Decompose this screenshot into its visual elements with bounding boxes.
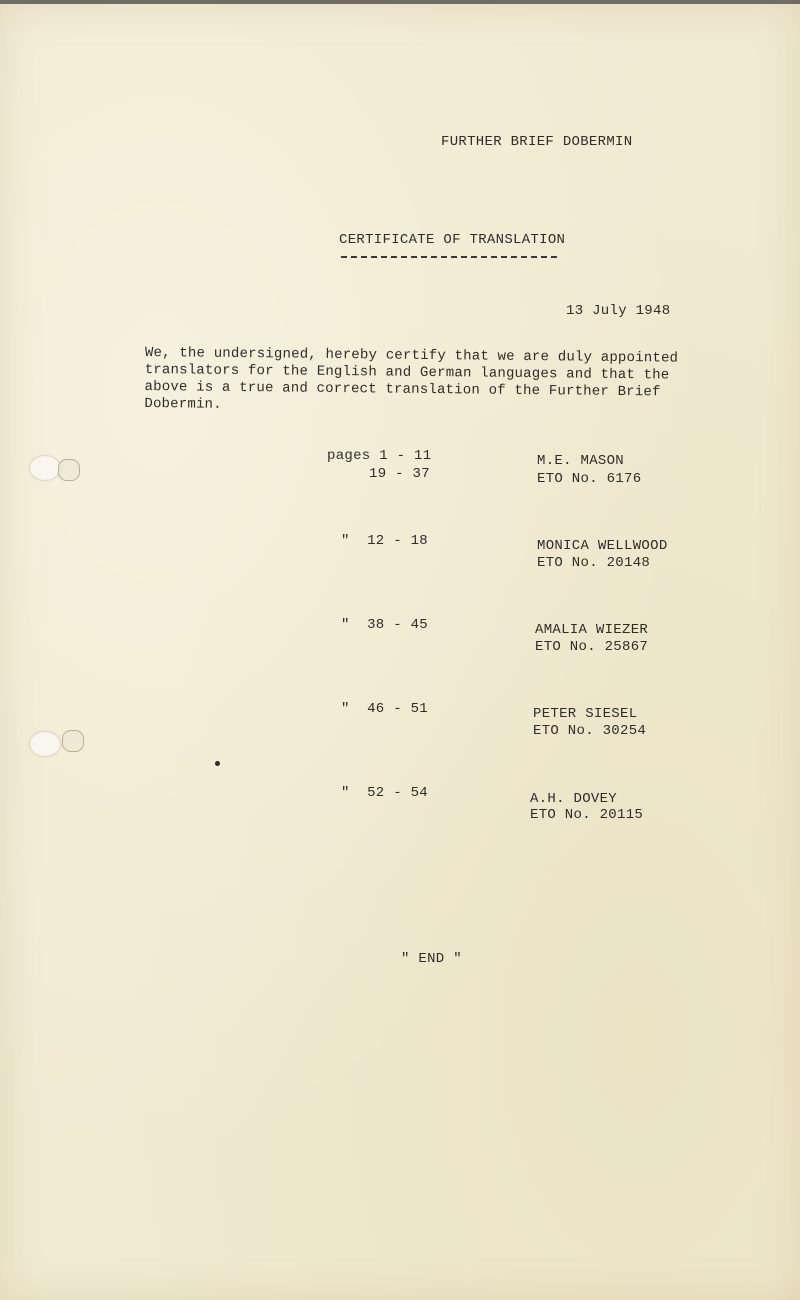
translator-name: PETER SIESEL — [533, 706, 638, 722]
document-page — [0, 4, 800, 1300]
document-date: 13 July 1948 — [566, 303, 671, 319]
translator-name: M.E. MASON — [537, 453, 625, 469]
punch-hole — [30, 732, 60, 756]
title-underline — [341, 256, 557, 258]
translator-name: AMALIA WIEZER — [535, 622, 649, 638]
end-mark: " END " — [401, 951, 462, 967]
pages-range: " 12 - 18 — [341, 533, 429, 549]
punch-hole — [30, 456, 60, 480]
certification-paragraph: We, the undersigned, hereby certify that we are duly appointed translators for the English and German languages and that the above is a true and correct translation of the Further Brief Dobermin. — [144, 345, 679, 413]
punch-hole-tear — [62, 730, 84, 752]
pages-range-continued: 19 - 37 — [369, 466, 430, 482]
ink-speck — [215, 761, 220, 766]
translator-eto-number: ETO No. 20115 — [530, 807, 644, 823]
document-header: FURTHER BRIEF DOBERMIN — [441, 134, 633, 150]
pages-range: " 46 - 51 — [341, 701, 429, 717]
punch-hole-tear — [58, 459, 80, 481]
translator-eto-number: ETO No. 20148 — [537, 555, 651, 571]
translator-eto-number: ETO No. 6176 — [537, 471, 642, 487]
pages-range: pages 1 - 11 — [327, 448, 432, 464]
document-title: CERTIFICATE OF TRANSLATION — [339, 232, 566, 248]
translator-name: MONICA WELLWOOD — [537, 538, 668, 554]
pages-range: " 38 - 45 — [341, 617, 429, 633]
translator-eto-number: ETO No. 25867 — [535, 639, 649, 655]
translator-eto-number: ETO No. 30254 — [533, 723, 647, 739]
pages-range: " 52 - 54 — [341, 785, 429, 801]
translator-name: A.H. DOVEY — [530, 791, 618, 807]
